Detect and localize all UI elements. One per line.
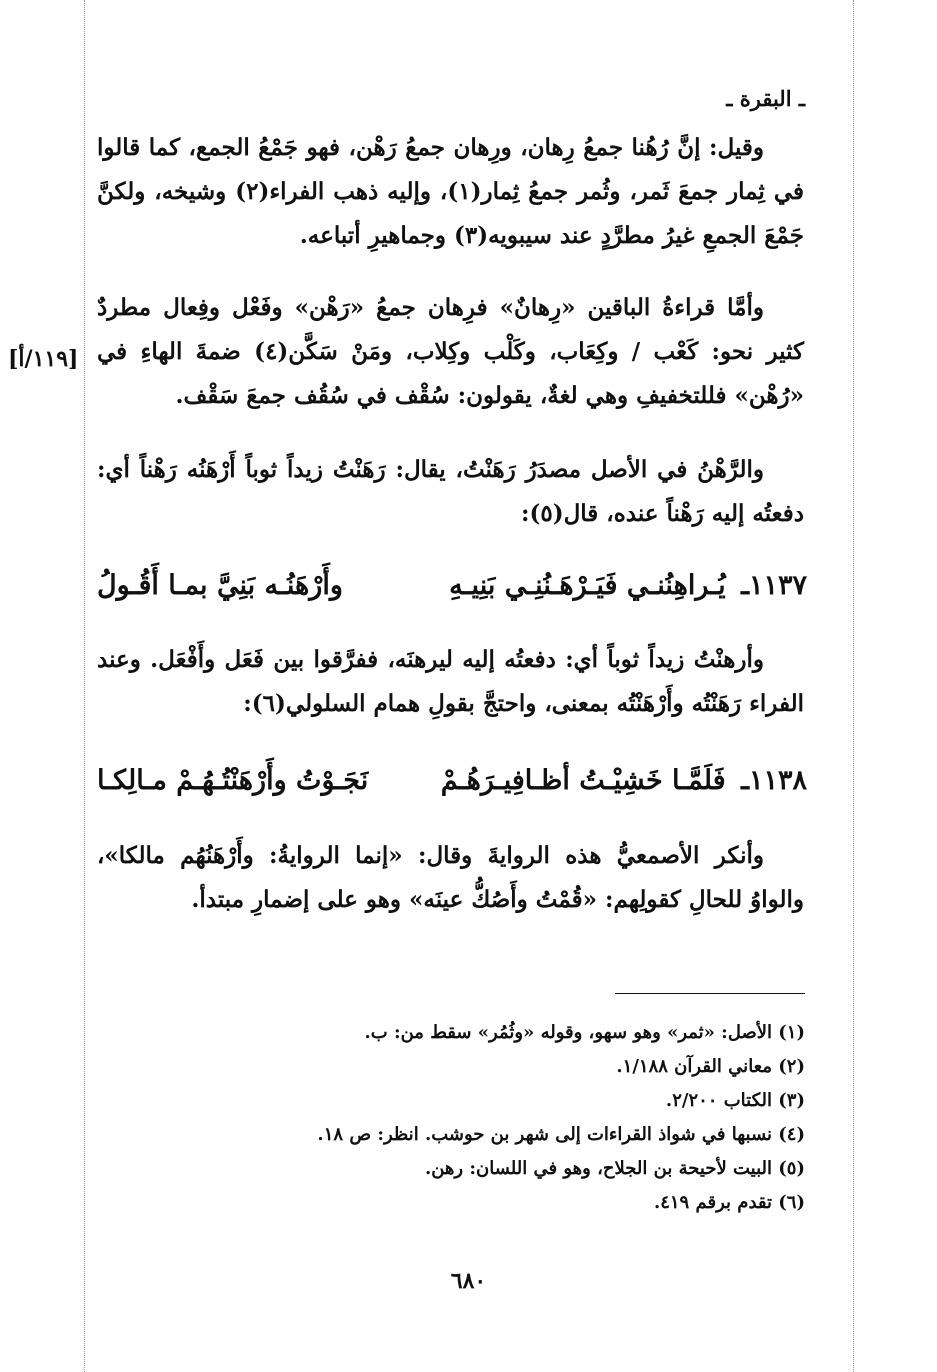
margin-folio-reference: [١١٩/أ] [8, 346, 79, 372]
verse-number: ١١٣٧ـ [741, 570, 807, 601]
paragraph-4: وأرهنْتُ زيداً ثوباً أي: دفعتُه إليه ليرهنَه، ففرَّقوا بين فَعَل وأَفْعَل. وعند الفراء رَهَنْتُه وأَرْهَنْتُه بمعنى، واحتجَّ بقولِ همام السلولي(٦): [97, 646, 804, 717]
paragraph-2: وأمَّا قراءةُ الباقين «رِهانٌ» فرِهان جمعُ «رَهْن» وفَعْل وفِعال مطردٌ كثير نحو: كَعْب / وكِعَاب، وكَلْب وكِلاب، ومَنْ سَكَّن(٤) ضمةَ الهاءِ في «رُهْن» فللتخفيفِ وهي لغةٌ، يقولون: سُقْف في سُقُف جمعَ سَقْف. [97, 294, 804, 409]
verse-hemistich-first: يُـراهِنُنـي فَيَـرْهَـنُنِـي بَنِيـهِ [449, 570, 726, 601]
paragraph-3: والرَّهْنُ في الأصل مصدَرُ رَهَنْتُ، يقال: رَهَنْتُ زيداً ثوباً أَرْهَنُه رَهْناً أي: دفعتُه إليه رَهْناً عنده، قال(٥): [97, 456, 804, 527]
scan-guide-line [853, 0, 854, 1372]
footnote-separator [615, 993, 805, 994]
verse-1137 [97, 570, 807, 601]
paragraph-1: وقيل: إنَّ رُهُنا جمعُ رِهان، ورِهان جمعُ رَهْن، فهو جَمْعُ الجمع، كما قالوا في ثِمار جمعَ ثَمر، وثُمر جمعُ ثِمار(١)، وإليه ذهب الفراء(٢) وشيخه، ولكنَّ جَمْعَ الجمعِ غيرُ مطرَّدٍ عند سيبويه(٣) وجماهيرِ أتباعه. [97, 134, 804, 249]
footnote: (٤) نسبها في شواذ القراءات إلى شهر بن حوشب. انظر: ص ١٨. [317, 1124, 805, 1145]
running-header: ـ البقرة ـ [726, 86, 805, 111]
footnote: (٣) الكتاب ٢/٢٠٠. [665, 1090, 805, 1111]
page-number: ٦٨٠ [450, 1268, 487, 1294]
footnote: (١) الأصل: «ثمر» وهو سهو، وقوله «وثُمُر» سقط من: ب. [364, 1022, 805, 1043]
verse-hemistich-second: وأَرْهَنُـه بَنِيَّ بمـا أَقُـولُ [97, 570, 343, 601]
scan-guide-line [84, 0, 85, 1372]
footnote: (٦) تقدم برقم ٤١٩. [653, 1192, 805, 1213]
verse-hemistich-second: نَجَـوْتُ وأَرْهَنْتُـهُـمْ مـالِكـا [97, 765, 369, 796]
verse-1138 [97, 765, 807, 796]
footnote: (٢) معاني القرآن ١/١٨٨. [616, 1056, 805, 1077]
verse-number: ١١٣٨ـ [741, 765, 807, 796]
paragraph-5: وأنكر الأصمعيُّ هذه الروايةَ وقال: «إنما الروايةُ: وأَرْهَنُهُم مالكا»، والواوُ للحالِ كقولِهم: «قُمْتُ وأَصُكُّ عينَه» وهو على إضمارِ مبتدأ. [97, 842, 804, 913]
verse-hemistich-first: فَلَمَّـا خَشِيْـتُ أظـافِيـرَهُـمْ [440, 765, 726, 796]
footnotes [205, 1016, 805, 1220]
footnote: (٥) البيت لأحيحة بن الجلاح، وهو في اللسان: رهن. [424, 1158, 805, 1179]
